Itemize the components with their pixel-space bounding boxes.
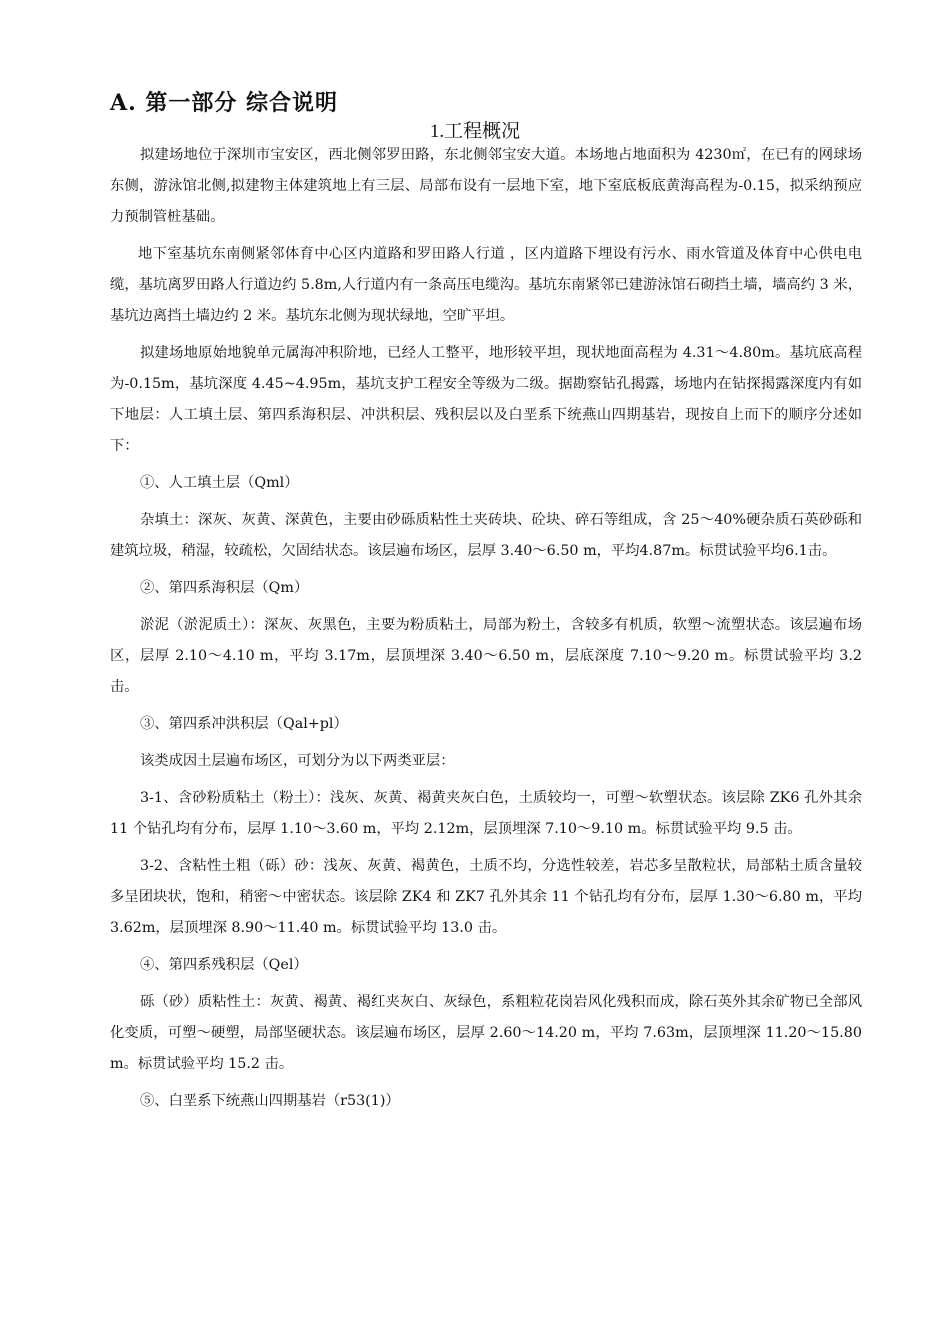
body-text [110,140,862,1117]
paragraph-alluvial-intro: 该类成因土层遍布场区，可划分为以下两类亚层： [140,753,455,769]
paragraph-sublayer-3-2: 3-2、含粘性土粗（砾）砂：浅灰、灰黄、褐黄色，土质不均，分选性较差，岩芯多呈散粒状，局部粘土质含量较多呈团块状，饱和，稍密～中密状态。该层除 ZK4 和 ZK7 孔外其余 11 个钻孔均有分布，层厚 1.30～6.80 m，平均 3.62m，层顶埋深 8.90～11.40 m。标贯试验平均 13.0 击。 [110,858,862,936]
paragraph-residual-soil: 砾（砂）质粘性土：灰黄、褐黄、褐红夹灰白、灰绿色，系粗粒花岗岩风化残积而成，除石英外其余矿物已全部风化变质，可塑～硬塑，局部坚硬状态。该层遍布场区，层厚 2.60～14.20 m，平均 7.63m，层顶埋深 11.20～15.80 m。标贯试验平均 15.2 击。 [110,994,862,1072]
paragraph-geology-overview: 拟建场地原始地貌单元属海冲积阶地，已经人工整平，地形较平坦，现状地面高程为 4.31～4.80m。基坑底高程为-0.15m，基坑深度 4.45~4.95m，基坑支护工程安全等级为二级。据勘察钻孔揭露，场地内在钻探揭露深度内有如下地层：人工填土层、第四系海积层、冲洪积层、残积层以及白垩系下统燕山四期基岩，现按自上而下的顺序分述如下： [110,345,862,454]
paragraph-excavation-surroundings: 地下室基坑东南侧紧邻体育中心区内道路和罗田路人行道 ，区内道路下埋设有污水、雨水管道及体育中心供电电缆，基坑离罗田路人行道边约 5.8m,人行道内有一条高压电缆沟。基坑东南紧邻已建游泳馆石砌挡土墙，墙高约 3 米，基坑边离挡土墙边约 2 米。基坑东北侧为现状绿地，空旷平坦。 [110,246,862,324]
layer-heading-marine: ②、第四系海积层（Qm） [140,580,309,596]
layer-heading-alluvial: ③、第四系冲洪积层（Qal+pl） [140,716,348,732]
layer-heading-residual: ④、第四系残积层（Qel） [140,957,308,973]
layer-heading-bedrock: ⑤、白垩系下统燕山四期基岩（r53(1)） [140,1093,400,1109]
layer-heading-fill: ①、人工填土层（Qml） [140,475,299,491]
paragraph-site-location: 拟建场地位于深圳市宝安区，西北侧邻罗田路，东北侧邻宝安大道。本场地占地面积为 4230㎡，在已有的网球场东侧，游泳馆北侧,拟建物主体建筑地上有三层、局部布设有一层地下室，地下室底板底黄海高程为-0.15，拟采纳预应力预制管桩基础。 [110,147,862,225]
paragraph-fill-soil: 杂填土：深灰、灰黄、深黄色，主要由砂砾质粘性土夹砖块、砼块、碎石等组成，含 25～40%硬杂质石英砂砾和建筑垃圾，稍湿，较疏松，欠固结状态。该层遍布场区，层厚 3.40～6.50 m，平均4.87m。标贯试验平均6.1击。 [110,512,862,559]
paragraph-sublayer-3-1: 3-1、含砂粉质粘土（粉土）：浅灰、灰黄、褐黄夹灰白色，土质较均一，可塑～软塑状态。该层除 ZK6 孔外其余 11 个钻孔均有分布，层厚 1.10～3.60 m，平均 2.12m，层顶埋深 7.10～9.10 m。标贯试验平均 9.5 击。 [110,790,862,837]
paragraph-silt: 淤泥（淤泥质土）：深灰、灰黑色，主要为粉质粘土，局部为粉土，含较多有机质，软塑～流塑状态。该层遍布场区，层厚 2.10～4.10 m，平均 3.17m，层顶埋深 3.40～6.50 m，层底深度 7.10～9.20 m。标贯试验平均 3.2 击。 [110,617,862,695]
part-heading: A. 第一部分 综合说明 [110,90,339,116]
section-title: 1.工程概况 [429,121,521,142]
